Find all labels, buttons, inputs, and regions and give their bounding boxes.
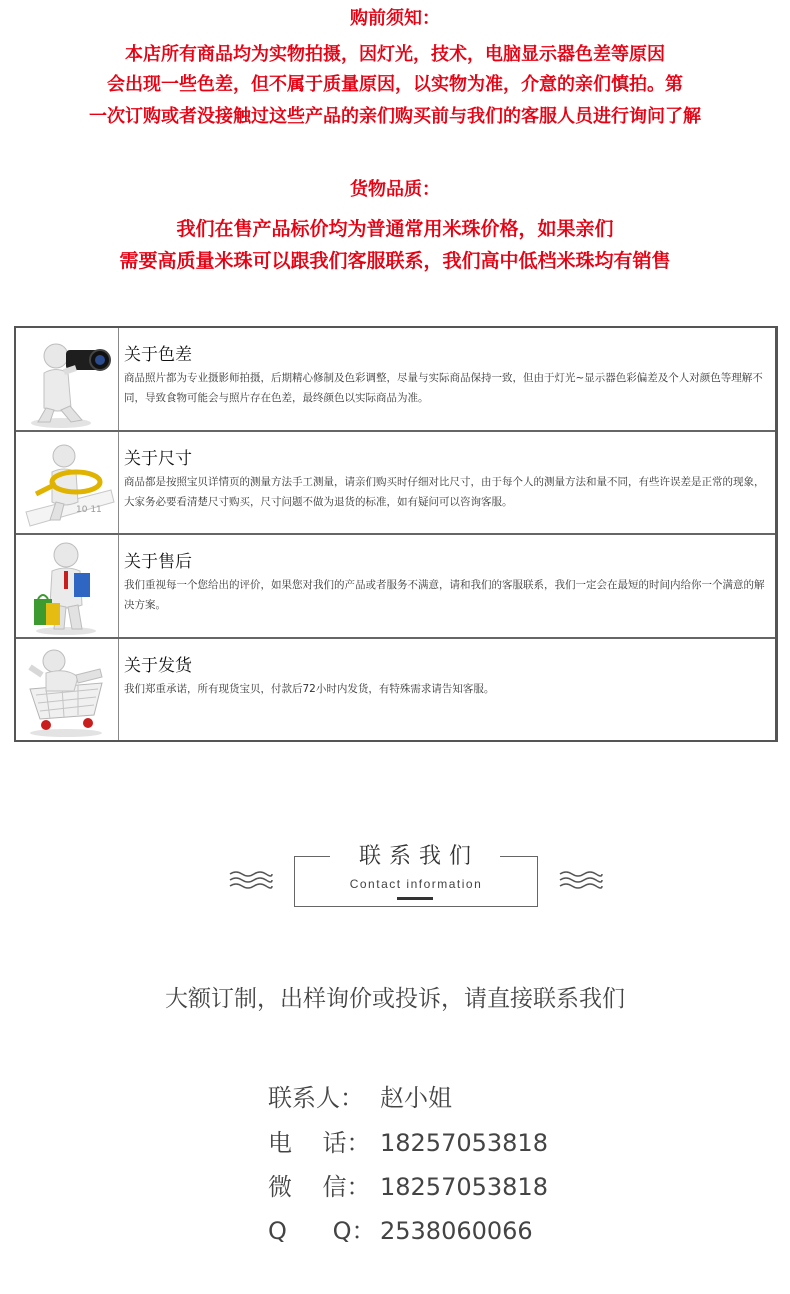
contact-tagline: 大额订制，出样询价或投诉，请直接联系我们 — [165, 986, 625, 1012]
contact-title: 联系我们 — [330, 842, 500, 872]
contact-person — [268, 1078, 452, 1113]
notice-line-1: 本店所有商品均为实物拍摄，因灯光，技术，电脑显示器色差等原因 — [125, 44, 665, 65]
contact-subtitle: Contact information — [349, 877, 483, 891]
info-row-color-difference — [16, 328, 775, 432]
contact-value: 2538060066 — [380, 1217, 533, 1245]
quality-title: 货物品质： — [350, 179, 440, 200]
info-row-shipping — [16, 639, 775, 740]
contact-value: 18257053818 — [380, 1129, 548, 1157]
contact-label: 电 话： — [268, 1129, 371, 1157]
notice-line-3: 一次订购或者没接触过这些产品的亲们购买前与我们的客服人员进行询问了解 — [89, 106, 701, 127]
info-text: 我们郑重承诺，所有现货宝贝，付款后72小时内发货，有特殊需求请告知客服。 — [124, 683, 495, 695]
info-text: 商品照片都为专业摄影师拍摄，后期精心修制及色彩调整，尽量与实际商品保持一致，但由于灯光~显示器色彩偏差及个人对颜色等理解不同，导致食物可能会与照片存在色差，最终颜色以实际商品为准。 — [124, 372, 763, 404]
wave-decoration-left-icon — [228, 870, 274, 890]
contact-wechat — [268, 1167, 548, 1202]
contact-underline — [397, 897, 433, 900]
contact-phone — [268, 1123, 548, 1158]
info-heading: 关于发货 — [124, 656, 192, 676]
photographer-camera-icon — [16, 328, 119, 430]
info-table — [14, 326, 778, 742]
info-text: 我们重视每一个您给出的评价，如果您对我们的产品或者服务不满意，请和我们的客服联系，我们一定会在最短的时间内给你一个满意的解决方案。 — [124, 579, 765, 611]
wave-decoration-right-icon — [558, 870, 604, 890]
info-heading: 关于尺寸 — [124, 449, 192, 469]
contact-label: Q Q： — [268, 1217, 376, 1245]
ruler-tape-icon — [16, 432, 119, 533]
contact-label: 联系人： — [268, 1084, 364, 1112]
info-heading: 关于色差 — [124, 345, 192, 365]
contact-value: 18257053818 — [380, 1173, 548, 1201]
contact-qq — [268, 1211, 533, 1246]
info-row-after-sales — [16, 535, 775, 639]
shopping-bags-icon — [16, 535, 119, 637]
quality-line-2: 需要高质量米珠可以跟我们客服联系，我们高中低档米珠均有销售 — [119, 250, 671, 272]
shopping-cart-icon — [16, 639, 119, 740]
contact-value: 赵小姐 — [380, 1084, 452, 1112]
info-row-size — [16, 432, 775, 535]
notice-title: 购前须知： — [350, 8, 440, 29]
info-heading: 关于售后 — [124, 552, 192, 572]
info-text: 商品都是按照宝贝详情页的测量方法手工测量，请亲们购买时仔细对比尺寸，由于每个人的测量方法和量不同，有些许误差是正常的现象，大家务必要看清楚尺寸购买，尺寸问题不做为退货的标准，如有疑问可以咨询客服。 — [124, 476, 765, 508]
contact-label: 微 信： — [268, 1173, 371, 1201]
svg-text:10 11: 10 11 — [76, 505, 102, 515]
quality-line-1: 我们在售产品标价均为普通常用米珠价格，如果亲们 — [176, 218, 614, 240]
notice-line-2: 会出现一些色差，但不属于质量原因，以实物为准，介意的亲们慎拍。第 — [107, 74, 683, 95]
